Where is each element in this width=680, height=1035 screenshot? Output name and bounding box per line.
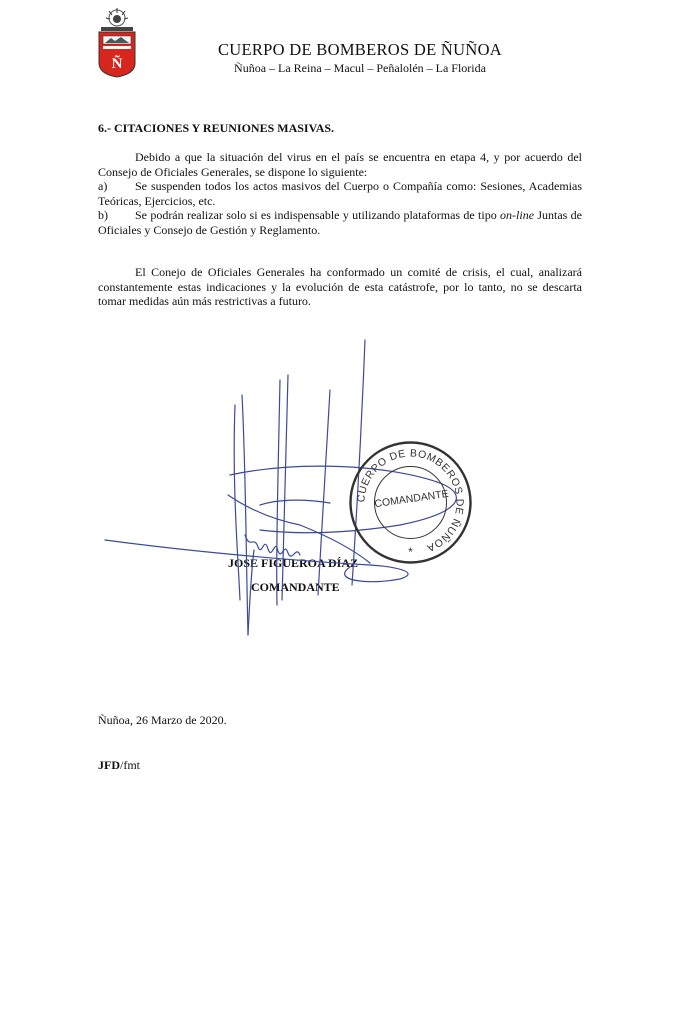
fire-department-logo <box>97 8 137 78</box>
reference-initials <box>98 758 140 773</box>
commander-stamp <box>348 440 473 565</box>
item-text-post: Juntas de Oficiales y Consejo de Gestión y Reglamento. <box>98 208 582 237</box>
logo-letter: Ñ <box>111 56 123 72</box>
paragraph-intro: Debido a que la situación del virus en el país se encuentra en etapa 4, y por acuerdo del Consejo de Oficiales Generales, se dispone lo siguiente: <box>98 150 582 179</box>
signatory-role: COMANDANTE <box>251 580 340 594</box>
section-heading: 6.- CITACIONES Y REUNIONES MASIVAS. <box>98 121 335 135</box>
stamp-ring-text: CUERPO DE BOMBEROS DE ÑUÑOA <box>355 447 466 555</box>
item-text-pre: Se podrán realizar solo si es indispensable y utilizando plataformas de tipo <box>135 208 501 222</box>
item-marker: b) <box>98 208 108 222</box>
initials-bold: JFD <box>98 758 120 772</box>
document-date: Ñuñoa, 26 Marzo de 2020. <box>98 713 227 727</box>
item-text: Se suspenden todos los actos masivos del Cuerpo o Compañía como: Sesiones, Academias Teóricas, Ejercicios, etc. <box>98 179 582 208</box>
signatory-name: JOSE FIGUEROA DÍAZ <box>228 556 359 570</box>
stamp-center-text: COMANDANTE <box>373 487 450 511</box>
org-communes: Ñuñoa – La Reina – Macul – Peñalolén – La Florida <box>234 61 486 75</box>
org-title: CUERPO DE BOMBEROS DE ÑUÑOA <box>217 40 503 59</box>
initials-rest: /fmt <box>120 758 140 772</box>
item-text-italic: on-line <box>500 208 535 222</box>
stamp-star: * <box>408 545 413 559</box>
item-text <box>98 208 582 237</box>
list-item-a <box>98 179 582 208</box>
paragraph-crisis: El Conejo de Oficiales Generales ha conformado un comité de crisis, el cual, analizará constantemente estas indicaciones y la evolución de esta catástrofe, por lo tanto, no se descarta tomar medidas aún más restrictivas a futuro. <box>98 265 582 308</box>
item-marker: a) <box>98 179 108 193</box>
list-item-b <box>98 208 582 237</box>
